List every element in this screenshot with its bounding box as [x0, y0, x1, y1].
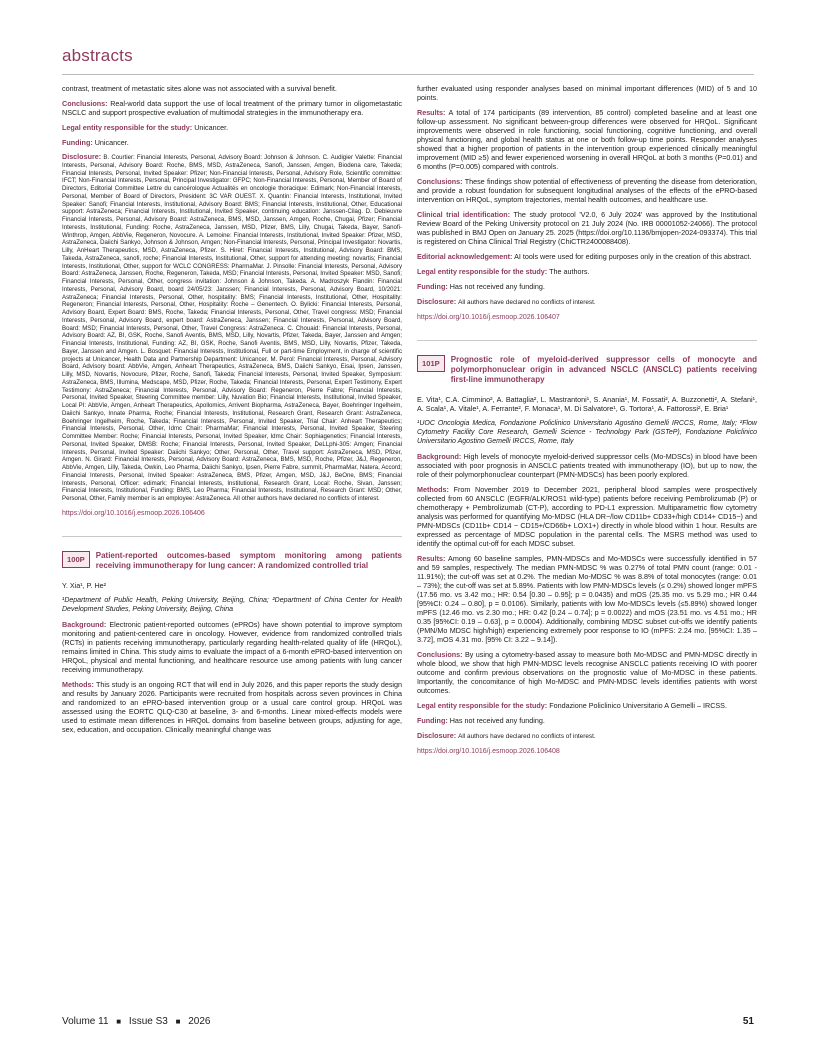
abstract-title: Patient-reported outcomes-based symptom monitoring among patients receiving immunotherapy for lung cancer: A randomized controlled trial: [95, 550, 402, 570]
affiliations: ¹UOC Oncologia Medica, Fondazione Policlinico Universitario Agostino Gemelli IRCCS, Rome, Italy; ²Flow Cytometry Facility Core Research, Gemelli Science - Technology Park (GSTeP), Fondazione Policlinico Universitario Agostino Gemelli IRCCS, Rome, Italy: [417, 420, 757, 445]
results: Results: A total of 174 participants (89 intervention, 85 control) completed baseline and at least one follow-up assessment. No significant between-group differences were observed for HRQoL. Significant improvements were observed in role functioning, social functioning, cognitive functioning, and overall physical functioning, and global health status at one or both follow-up time points. Responder analyses showed that a higher proportion of patients in the intervention group experienced clinically meaningful improvement (MID ≥5) and fewer experienced worsening in overall HRQoL at both 3 months (P=0.01) and 6 months (P=0.005) compared with controls.: [417, 108, 757, 171]
editorial-ack: Editorial acknowledgement: AI tools were used for editing purposes only in the creation of this abstract.: [417, 252, 752, 261]
journal-issue: Volume 11 ■ Issue S3 ■ 2026: [62, 1016, 211, 1027]
abstract-title: Prognostic role of myeloid-derived suppressor cells of monocyte and polymorphonuclear origin in advanced NSCLC (ANSCLC) patients receiving first-line immunotherapy: [450, 355, 757, 384]
right-column: [417, 84, 757, 762]
methods-continuation: further evaluated using responder analyses based on minimal important differences (MID) of 5 and 10 points.: [417, 84, 757, 102]
methods: Methods: From November 2019 to December 2021, peripheral blood samples were prospectively collected from 60 ANSCLC (EGFR/ALK/ROS1 wild-type) patients before receiving Pembrolizumab (P) or chemotherapy + Pembrolizumab (CT-P), according to PD-L1 expression. Multiparametric flow cytometry analysis was performed for quantifying Mo-MDSC (HLA DR−/low CD11b+ CD33+/high CD14+ CD15−) and PMN-MDSCs (CD11b+ CD14 − CD15+/CD66b+ LOX1+) directly in whole blood within 1 hour. Results are expressed as percentage of MDSC population in the parental cells. The MSRS method was used to identify the optimal cut-off for each MDSC subset.: [417, 485, 757, 548]
background: Background: Electronic patient-reported outcomes (ePROs) have shown potential to improve symptom monitoring and patient-centered care in oncology. However, evidence from randomized controlled trials (RCTs) in patients receiving immunotherapy, particularly regarding health-related quality of life (HRQoL), remains limited in China. This study aims to evaluate the impact of a 6-month ePRO-based intervention on HRQoL, physical and mental functioning, and healthcare resource use among patients with lung cancer receiving immunotherapy.: [62, 619, 403, 674]
prev-doi-link[interactable]: https://doi.org/10.1016/j.esmoop.2026.106406: [62, 509, 205, 517]
legal: Legal entity responsible for the study: Fondazione Policlinico Universitario A Gemelli – IRCSS.: [417, 701, 727, 710]
conclusions: Conclusions: By using a cytometry-based assay to measure both Mo-MDSC and PMN-MDSC directly in whole blood, we show that high PMN-MDSC levels recognise ANSCLC patients receiving IO with poorer outcome and confirm previous observations on the prognostic value of Mo-MDSC in these patients. Importantly, the concomitance of high Mo-MDSC and PMN-MDSC levels identifies patients with worst outcomes.: [417, 650, 757, 695]
section-header: abstracts: [62, 46, 133, 65]
left-column: [62, 84, 402, 740]
abstract-100p-heading: [62, 551, 402, 571]
header-rule: [62, 74, 754, 75]
prev-disclosure: Disclosure: B. Courtier: Financial Interests, Personal, Advisory Board: Johnson & Johnson. C. Audigier Valette: Financial Interests, Personal, Advisory Board: Roche, BMS, MSD, AstraZeneca, Sanofi, Janssen, Amgen, Biodena care, Takeda; Financial Interests, Personal, Invited Speaker: Pfizer; Non-Financial Interests, Personal, Advisory Role, Scientific committee: IFCT; Non-Financial Interests, Personal, Principal Investigator: GFPC; Non-Financial Interests, Personal, Member of Board of Directors, Editorial Committee Lettre du cancérologue Actualités en oncologie thoracique: Edimark; Non-Financial Interests, Personal, Member of Board of Directors, President: 3C VAR OUEST. X. Quantin: Financial Interests, Institutional, Invited Speaker: Sanofi; Financial Interests, Institutional, Advisory Board: BMS; Financial Interests, Institutional, Other, Educational support: AstraZeneca; Financial Interests, Institutional, Invited Speaker, continuing education: Janssen-Cilag. D. Debieuvre Financial Interests, Personal, Advisory Board: AstraZeneca, BMS, MSD, Janssen, Amgen, Roche, Chugai, Pfizer; Financial Interests, Institutional, Funding: Roche, AstraZeneca, Janssen, MSD, Pfizer, BMS, Lilly, Chugai, Takeda, Bayer, Sanofi-Winthrop, Amgen, AbbVie, Regeneron, Novocure. A. Lemoine: Financial Interests, Institutional, Invited Speaker: Pfizer, MSD, AstraZeneca, Daiichi Sankyo, Johnson & Johnson, Amgen; Non-Financial Interests, Personal, Principal Investigator: Novartis, Lilly, AnHeart Therapeutics, MSD, AstraZeneca, Pfizer. S. Hiret: Financial Interests, Institutional, Advisory Board: BMS, Takeda, AstraZeneca, sanofi, roche; Financial Interests, Institutional, Other, support for attending meeting: novartis; Financial Interests, Institutional, Other, support for WCLC CONGRESS: PharmaMar. J. Pinsolle: Financial Interests, Personal, Advisory Board: AstraZeneca, Janssen, Roche, Regeneron, Takeda, MSD; Financial Interests, Personal, Invited Speaker: MSD, Sanofi; Financial Interests, Personal, Other, congress invitation: Johnson & Johnson, Takeda. A. Madroszyk Flandin: Financial Interests, Personal, Advisory Board, board 24/05/23: Janssen; Financial Interests, Personal, Advisory Board, 10/2021: AstraZeneca; Financial Interests, Personal, Other, hospitality: BMS; Financial Interests, Institutional, Other, Hospitality: Regeneron; Financial Interests, Personal, Other, Hospitality: Roche – Genentech. O. Bylicki: Financial Interests, Personal, Advisory Board, Expert Board: BMS, Roche, Takeda; Financial Interests, Personal, Other, Travel congress: MSD; Financial Interests, Personal, Advisory Board, expert board: AstraZeneca, Janssen; Financial Interests, Personal, Advisory Board, Board: MSD; Financial Interests, Personal, Other, Travel Congress: AstraZeneca. C. Chouaid: Financial Interests, Personal, Advisory Board: AZ, BI, GSK, Roche, Sanofi Aventis, BMS, MSD, Lilly, Novartis, Pfizer, Takeda, Bayer, Janssen and Amgen; Financial Interests, Institutional, Funding: AZ, BI, GSK, Roche, Sanofi Aventis, BMS, MSD, Lilly, Novartis, Pfizer, Takeda, Bayer, Janssen and Amgen. L. Bosquet: Financial Interests, Institutional, Full or part-time Employment, in charge of scientific projects at Unicancer, Health Data and Partnership Department: Unicancer. M. Perol: Financial Interests, Personal, Advisory Board, Advisory board: AbbVie, Amgen, Anheart Therapeutics, AstraZeneca, BMS, Daiichi Sankyo, Eisai, Ipsen, Janssen, Lilly, MSD, Novartis, Novocure, Pfizer, Roche, Sanofi, Takeda; Financial Interests, Personal, Invited Speaker, Symposium: AstraZeneca, BMS, Illumina, Medscape, MSD, Pfizer, Roche, Takeda; Financial Interests, Personal, Expert Testimony, Expert Testimony: AstraZeneca; Financial Interests, Personal, Advisory Board: Regeneron, Pierre Fabre; Financial Interests, Personal, Invited Speaker, Steering Committee member: Lilly, Nuvation Bio; Financial Interests, Institutional, Invited Speaker, Local PI: AbbVie, Amgen, Anheart Therapeutics, Apollomics, Arrivent Biopharma, AstraZeneca, Bayer, Boehringer Ingelheim, Daiichi Sankyo, Innate Pharma, Roche; Financial Interests, Institutional, Research Grant, Research Grant: AstraZeneca, Boehringer Ingelheim, Roche, Takeda; Financial Interests, Personal, Invited Speaker, Trial Chair: Anheart Therapeutics; Financial Interests, Personal, Other, Idmc Chair: PharmaMar; Financial Interests, Personal, Invited Speaker, Steering Committee Member: Roche; Financial Interests, Personal, Invited Speaker, Idmc Chair: Sophiagenetics; Financial Interests, Personal, Invited Speaker, DMSB: Roche; Financial Interests, Personal, Invited Speaker, DeLLphi-305: Amgen; Financial Interests, Personal, Invited Speaker: Daiichi Sankyo; Other, Personal, Other, Travel support: AstraZeneca, MSD, Pfizer, Amgen. N. Girard: Financial Interests, Personal, Advisory Board: AstraZeneca, BMS, MSD, Roche, Pfizer, J&J, Regeneron, AbbVie, Amgen, Lilly, Takeda, Owkin, Leo Pharma, Daiichi Sankyo, Ipsen, Pierre Fabre, summit, PharmaMar, Natera, Accord; Financial Interests, Personal, Invited Speaker: AstraZeneca, BMS, Pfizer, Amgen, MSD, J&J, BeOne, BMS; Financial Interests, Personal, Officer: edimark; Financial Interests, Institutional, Research Grant, Local: Roche, Sivan, Janssen; Financial Interests, Institutional, Funding: BMS, Leo Pharma; Financial Interests, Institutional, Research Grant: MSD; Other, Personal, Other, Family member is an employee: AstraZeneca. All other authors have declared no conflicts of interest.: [62, 152, 402, 502]
conclusions: Conclusions: These findings show potential of effectiveness of preventing the disease from deterioration, and provide a robust foundation for subsequent longitudinal analyses of the effects of the ePRO-based intervention on HRQoL, symptom trajectories, mental health outcomes, and healthcare use.: [417, 177, 757, 204]
abstract-101p-heading: [417, 355, 757, 385]
prev-conclusions: Conclusions: Real-world data support the use of local treatment of the primary tumor in oligometastatic NSCLC and support prospective evaluation of multimodal strategies in the immunotherapy era.: [62, 99, 402, 117]
methods: Methods: This study is an ongoing RCT that will end in July 2026, and this paper reports the study design and results by January 2026. Participants were recruited from hospitals across seven provinces in China and randomized to an ePRO-based intervention group or a usual care control group. HRQoL was assessed using the EORTC QLQ-C30 at baseline, 3- and 6-months. Linear mixed-effects models were used to estimate mean differences in HRQoL domains from baseline between groups, adjusting for age, sex, education, and occupation. Clinically meaningful change was: [62, 679, 403, 734]
prev-legal: Legal entity responsible for the study: Unicancer.: [62, 123, 229, 132]
page-footer: [62, 1016, 754, 1027]
abstract-id-badge: 100P: [62, 551, 90, 568]
disclosure: Disclosure: All authors have declared no conflicts of interest.: [417, 731, 596, 740]
legal: Legal entity responsible for the study: The authors.: [417, 267, 590, 276]
authors: Y. Xia¹, P. He²: [62, 580, 107, 590]
divider: [62, 536, 402, 537]
divider: [417, 340, 757, 341]
disclosure: Disclosure: All authors have declared no conflicts of interest.: [417, 297, 596, 306]
funding: Funding: Has not received any funding.: [417, 282, 545, 291]
prev-funding: Funding: Unicancer.: [62, 138, 129, 147]
background: Background: High levels of monocyte myeloid-derived suppressor cells (Mo-MDSCs) in blood have been associated with poor prognosis in ANSCLC patients treated with immunotherapy (IO), but up to now, the role of their polymorphonuclear counterpart (PMN-MDSCs) has been poorly explored.: [417, 452, 758, 479]
funding: Funding: Has not received any funding.: [417, 716, 545, 725]
authors: E. Vita¹, C.A. Cimmino², A. Battaglia², L. Mastrantoni¹, S. Anania¹, M. Fossati², A. Buzzonetti², A. Stefani¹, A. Scala¹, A. Vitale¹, A. Ferrante², F. Monaca¹, M. Di Salvatore¹, G. Tortora¹, A. Fattorossi², E. Bria¹: [417, 395, 757, 413]
page-number: 51: [742, 1016, 754, 1027]
prev-abstract-continuation: contrast, treatment of metastatic sites alone was not associated with a survival benefit.: [62, 84, 337, 93]
results: Results: Among 60 baseline samples, PMN-MDSCs and Mo-MDSCs were successfully identified in 57 and 59 samples, respectively. The median PMN-MDSC % was 0.27% of total PMN count (range: 0.01 - 11.91%); the cut-off was set at 0.2%. The median Mo-MDSC % was 8.8% of total monocytes (range: 0.01 – 73%); the cut-off was set at 5.89%. Patients with low PMN-MDSCs levels (≤ 0.2%) showed longer mPFS (17.56 mo. vs 3.42 mo.; HR: 0.54 [0.30 – 0.95]; p = 0.0435) and mOS (25.35 mo. vs 5.29 mo.; HR 0.44 [95%CI: 0.24 – 0.80], p = 0.0106). Similarly, patients with low Mo-MDSCs levels (≤5.89%) showed longer mPFS (12.46 mo. vs 2.30 mo.; HR: 0.42 [0.24 – 0.74]; p = 0.0022) and mOS (23.51 mo. vs 4.51 mo.; HR 0.35 [95%CI: 0.19 – 0.63], p = 0.0004). Additionally, combining MDSC subset cut-offs we identify patients (PMN/Mo MDSC high/high) experiencing extremely poor response to IO (mPFS: 2.24 mo. [95%CI: 1.35 – 3.72], mOS 4.31 mo. [95% CI: 3.22 – 9.14]).: [417, 554, 757, 644]
doi-link[interactable]: https://doi.org/10.1016/j.esmoop.2026.106407: [417, 314, 560, 321]
abstract-id-badge: 101P: [417, 355, 445, 372]
trial-identification: Clinical trial identification: The study protocol 'V2.0, 6 July 2024' was approved by the Institutional Review Board of the Peking University protocol on 21 July 2024 (No. IRB 00001052-24066). The protocol was published in BMJ Open on January 25. 2025 (https://doi.org/10.1136/bmjopen-2024-093374). This trial is registered on China Clinical Trial Registry (ChiCTR2400088408).: [417, 210, 757, 246]
affiliations: ¹Department of Public Health, Peking University, Beijing, China; ²Department of China Center for Health Development Studies, Peking University, Beijing, China: [62, 596, 402, 613]
doi-link[interactable]: https://doi.org/10.1016/j.esmoop.2026.106408: [417, 748, 560, 755]
